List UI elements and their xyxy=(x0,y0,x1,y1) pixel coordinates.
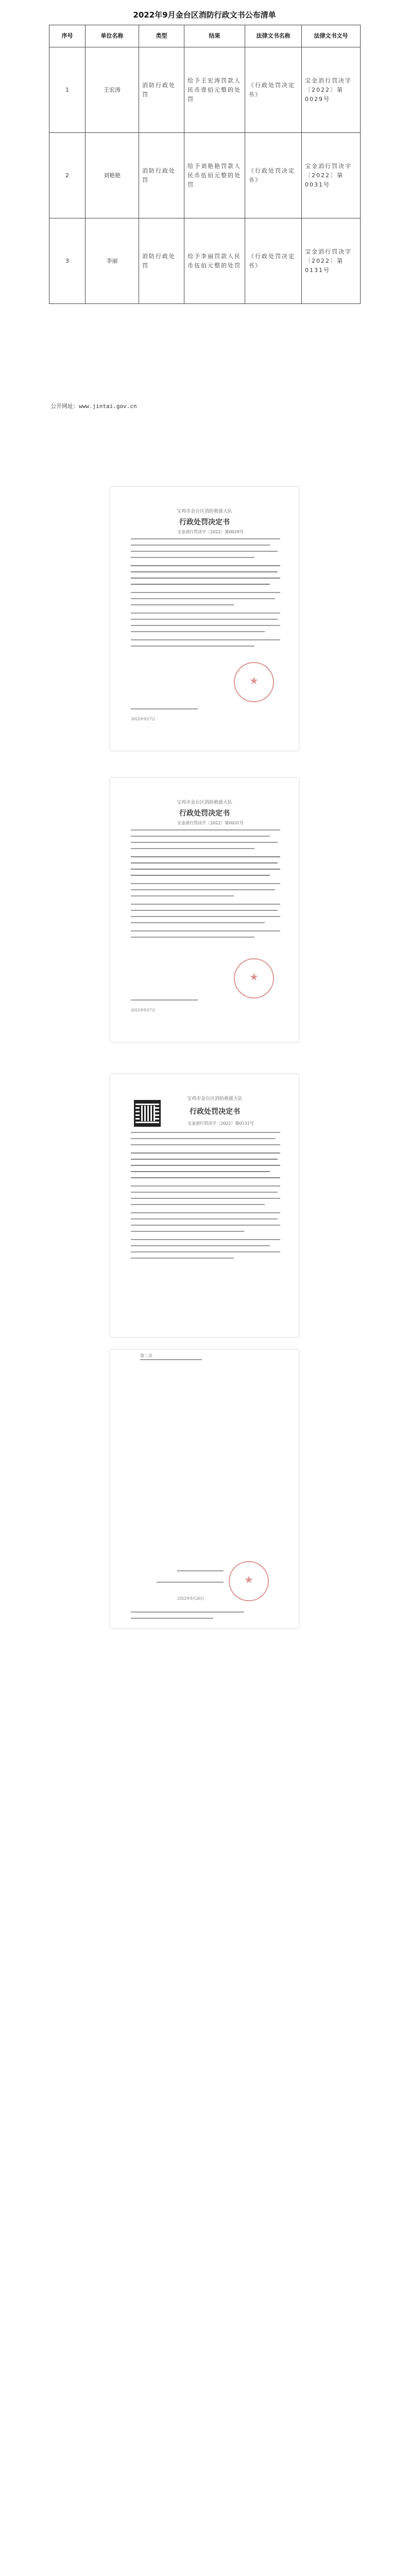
notice-table xyxy=(49,25,361,304)
col-header-doc-name: 法律文书名称 xyxy=(245,25,302,47)
cell-doc-name: 《行政处罚决定书》 xyxy=(245,133,302,218)
official-seal-icon xyxy=(234,662,274,702)
cell-doc-no: 宝金消行罚决字〔2022〕第0029号 xyxy=(302,47,361,133)
scanned-document-3-continuation xyxy=(110,1350,299,1628)
doc-org: 宝鸡市金台区消防救援大队 xyxy=(176,509,232,514)
cell-unit: 刘艳艳 xyxy=(86,133,139,218)
official-seal-icon xyxy=(229,1561,269,1601)
public-url-link[interactable]: www.jintai.gov.cn xyxy=(79,403,137,410)
table-row xyxy=(49,47,361,133)
doc-date: 2022年9月7日 xyxy=(131,717,156,721)
cell-type: 消防行政处罚 xyxy=(139,218,184,304)
page-title: 2022年9月金台区消防行政文书公布清单 xyxy=(133,10,276,20)
public-url xyxy=(50,402,137,410)
col-header-type: 类型 xyxy=(139,25,184,47)
doc-date: 2022年9月26日 xyxy=(177,1597,204,1601)
doc-title: 行政处罚决定书 xyxy=(179,518,230,527)
doc-org: 宝鸡市金台区消防救援大队 xyxy=(186,1096,243,1101)
cell-result: 给予刘艳艳罚款人民币伍佰元整的处罚 xyxy=(184,133,245,218)
cell-no: 3 xyxy=(49,218,86,304)
public-url-label: 公开网址： xyxy=(50,403,79,410)
cell-type: 消防行政处罚 xyxy=(139,47,184,133)
col-header-no: 序号 xyxy=(49,25,86,47)
table-row xyxy=(49,218,361,304)
page-header: 第二页 xyxy=(140,1353,152,1358)
cell-no: 2 xyxy=(49,133,86,218)
cell-doc-name: 《行政处罚决定书》 xyxy=(245,218,302,304)
doc-title: 行政处罚决定书 xyxy=(190,1108,240,1116)
official-seal-icon xyxy=(234,958,274,998)
doc-org: 宝鸡市金台区消防救援大队 xyxy=(176,800,232,805)
cell-type: 消防行政处罚 xyxy=(139,133,184,218)
cell-unit: 李丽 xyxy=(86,218,139,304)
cell-result: 给予王宏涛罚款人民币壹佰元整的处罚 xyxy=(184,47,245,133)
doc-number: 宝金消行罚决字〔2022〕第0131号 xyxy=(188,1121,254,1126)
col-header-result: 结果 xyxy=(184,25,245,47)
scanned-document-2 xyxy=(110,778,299,1042)
scanned-document-3 xyxy=(110,1074,299,1337)
cell-no: 1 xyxy=(49,47,86,133)
cell-result: 给予李丽罚款人民币伍佰元整的处罚 xyxy=(184,218,245,304)
col-header-unit: 单位名称 xyxy=(86,25,139,47)
doc-number: 宝金消行罚决字〔2022〕第0031号 xyxy=(177,821,244,825)
table-row xyxy=(49,133,361,218)
cell-unit: 王宏涛 xyxy=(86,47,139,133)
doc-date: 2022年9月7日 xyxy=(131,1008,156,1012)
scanned-document-1 xyxy=(110,487,299,751)
cell-doc-no: 宝金消行罚决字〔2022〕第0131号 xyxy=(302,218,361,304)
cell-doc-name: 《行政处罚决定书》 xyxy=(245,47,302,133)
doc-number: 宝金消行罚决字〔2022〕第0029号 xyxy=(177,530,244,534)
cell-doc-no: 宝金消行罚决字〔2022〕第0031号 xyxy=(302,133,361,218)
col-header-doc-no: 法律文书文号 xyxy=(302,25,361,47)
table-header-row xyxy=(49,25,361,47)
doc-title: 行政处罚决定书 xyxy=(179,809,230,818)
